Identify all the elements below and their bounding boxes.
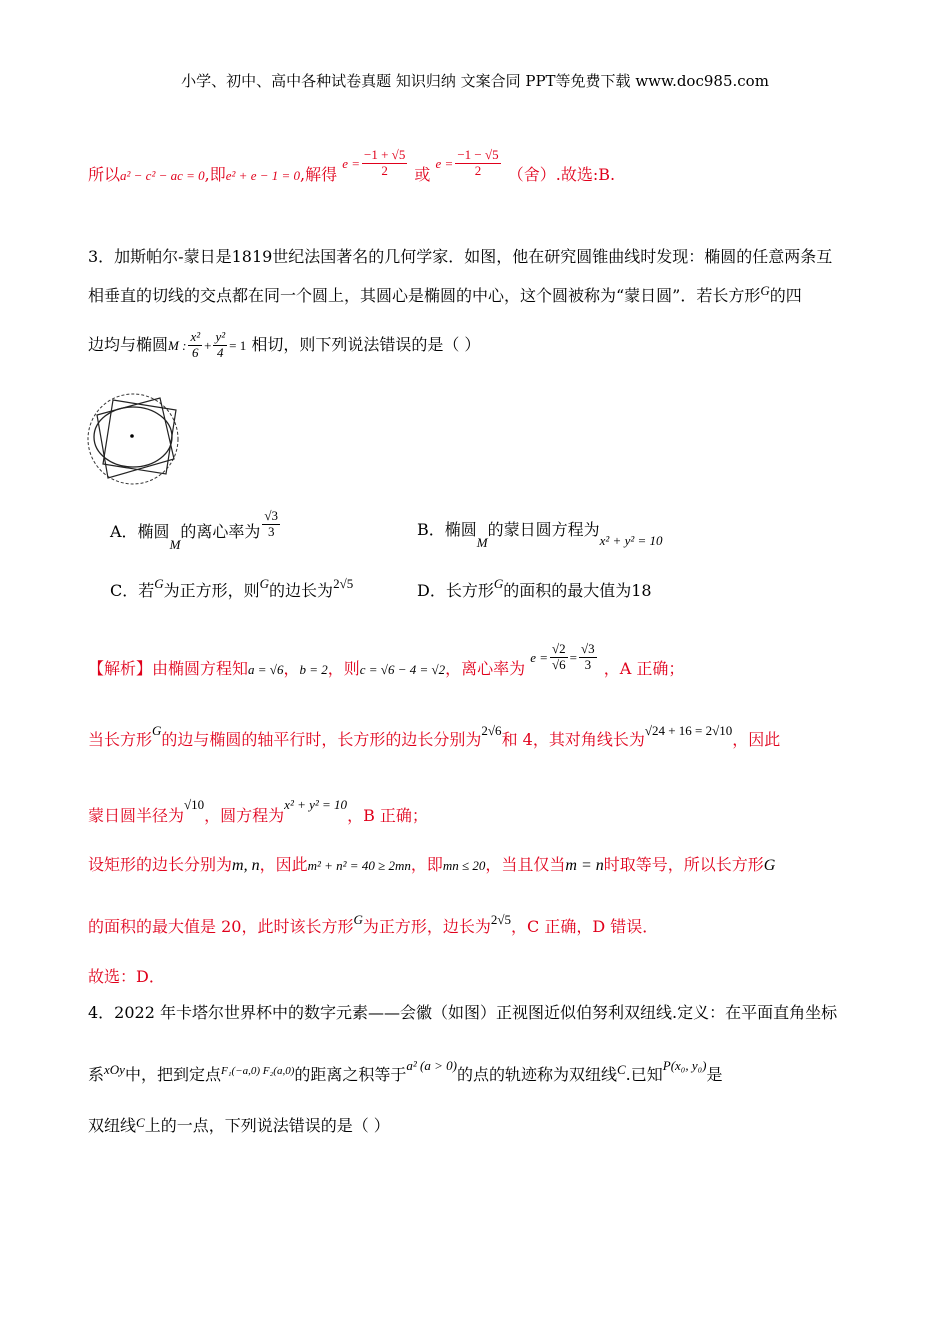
symbol: G xyxy=(353,912,363,927)
equals: = xyxy=(569,649,578,665)
fraction xyxy=(262,509,280,540)
equation: m = n xyxy=(565,857,604,874)
text: 为正方形，则 xyxy=(163,581,260,600)
text: D．长方形 xyxy=(417,581,494,600)
text: 蒙日圆半径为 xyxy=(88,806,185,825)
plus: + xyxy=(204,337,212,353)
text: 边均与椭圆 xyxy=(88,334,169,354)
numerator: √3 xyxy=(264,508,279,523)
text: 时取等号，所以长方形 xyxy=(603,855,764,874)
monge-circle-figure xyxy=(86,392,182,486)
equation: mn ≤ 20 xyxy=(442,858,486,873)
text: ， xyxy=(283,658,300,678)
denominator: 6 xyxy=(192,344,199,360)
equation: P(x₀, y₀) xyxy=(662,1058,707,1073)
numerator: x² xyxy=(190,329,201,344)
denominator: 3 xyxy=(584,656,592,672)
text: 或 xyxy=(414,164,431,184)
text: 当长方形 xyxy=(88,730,153,749)
equation: e = xyxy=(530,649,549,665)
text: 设矩形的边长分别为 xyxy=(88,855,233,874)
fraction xyxy=(188,330,202,361)
symbol: C xyxy=(136,1115,145,1130)
q4-line2 xyxy=(88,1058,723,1085)
text: 相垂直的切线的交点都在同一个圆上，其圆心是椭圆的中心，这个圆被称为“蒙日圆”．若长方形 xyxy=(88,286,761,305)
page-header: 小学、初中、高中各种试卷真题 知识归纳 文案合同 PPT等免费下载 www.doc985.com xyxy=(181,72,769,90)
value: 2√6 xyxy=(481,723,502,738)
equation: m, n xyxy=(232,857,260,874)
text: 相切，则下列说法错误的是（ ） xyxy=(251,334,481,354)
text: 双纽线 xyxy=(88,1116,137,1135)
denominator: 2 xyxy=(381,162,388,178)
text: ，离心率为 xyxy=(445,658,526,678)
text: ，因此 xyxy=(732,730,781,749)
option-d xyxy=(417,578,652,601)
text: 的边与椭圆的轴平行时，长方形的边长分别为 xyxy=(161,730,482,749)
analysis-line6: 故选：D． xyxy=(88,967,165,986)
analysis-line5 xyxy=(88,914,658,937)
numerator: −1 + √5 xyxy=(364,147,406,162)
text: 为正方形，边长为 xyxy=(362,917,491,936)
option-a xyxy=(110,508,282,552)
text: ，B 正确； xyxy=(347,806,428,825)
text: ,即 xyxy=(204,164,226,184)
numerator: √3 xyxy=(581,641,595,656)
fraction xyxy=(579,642,597,673)
top-solution-line xyxy=(88,147,616,191)
q3-line1: 3．加斯帕尔-蒙日是1819世纪法国著名的几何学家．如图，他在研究圆锥曲线时发现：椭圆的任意两条互 xyxy=(88,247,833,266)
symbol: M : xyxy=(168,337,187,353)
denominator: 3 xyxy=(267,523,275,539)
symbol: M xyxy=(169,536,181,552)
text: ,解得 xyxy=(300,164,338,184)
text: ，即 xyxy=(410,855,443,874)
fraction xyxy=(550,642,568,673)
denominator: 2 xyxy=(474,162,482,178)
text: （舍）.故选:B. xyxy=(507,164,616,184)
text: 是 xyxy=(706,1065,723,1084)
equation: x² + y² = 10 xyxy=(599,533,663,548)
text: 由椭圆方程知 xyxy=(152,658,249,678)
text: 系 xyxy=(88,1065,105,1084)
numerator: √2 xyxy=(552,641,566,656)
numerator: y² xyxy=(215,329,226,344)
symbol: xOy xyxy=(104,1062,125,1077)
text: 的面积的最大值为18 xyxy=(503,581,652,600)
text: 上的一点，下列说法错误的是（ ） xyxy=(144,1116,390,1135)
text: .已知 xyxy=(625,1065,663,1084)
equals: = 1 xyxy=(229,337,247,353)
equation: a² − c² − ac = 0 xyxy=(120,167,205,183)
equation: b = 2 xyxy=(299,661,328,677)
symbol: G xyxy=(154,576,164,591)
option-b xyxy=(417,517,663,550)
fraction xyxy=(455,148,500,179)
analysis-line3 xyxy=(88,797,428,826)
tag: 【解析】 xyxy=(88,658,153,678)
symbol: G xyxy=(152,723,162,738)
text: 的点的轨迹称为双纽线 xyxy=(456,1065,617,1084)
equation: a² (a > 0) xyxy=(406,1058,457,1073)
symbol: G xyxy=(760,283,770,298)
value: 2√5 xyxy=(333,576,354,591)
equation: e² + e − 1 = 0 xyxy=(225,167,301,183)
text: 的距离之积等于 xyxy=(294,1065,407,1084)
analysis-line4 xyxy=(88,852,775,875)
value: √24 + 16 = 2√10 xyxy=(644,723,733,738)
text: C．若 xyxy=(110,581,155,600)
analysis-line1 xyxy=(88,641,685,685)
text: 的面积的最大值是 20，此时该长方形 xyxy=(88,917,354,936)
text: ，则 xyxy=(327,658,360,678)
text: 和 4，其对角线长为 xyxy=(501,730,645,749)
text: 的蒙日圆方程为 xyxy=(487,520,600,539)
equation: F₁(−a,0) F₂(a,0) xyxy=(220,1065,295,1077)
equation: e = xyxy=(435,155,454,171)
equation: m² + n² = 40 ≥ 2mn xyxy=(307,858,411,873)
symbol: G xyxy=(763,857,776,874)
value: 2√5 xyxy=(490,912,511,927)
center-point xyxy=(130,434,134,438)
option-c xyxy=(110,578,353,601)
text: ，A 正确； xyxy=(603,658,685,678)
equation: c = √6 − 4 = √2 xyxy=(359,661,446,677)
symbol: G xyxy=(493,576,504,591)
symbol: M xyxy=(476,535,488,550)
fraction xyxy=(362,148,407,179)
text: 的边长为 xyxy=(269,581,334,600)
text: 所以 xyxy=(88,164,121,184)
analysis-line2 xyxy=(88,723,781,750)
text: A．椭圆 xyxy=(110,521,170,541)
text: ，当且仅当 xyxy=(485,855,566,874)
denominator: √6 xyxy=(552,656,566,672)
tangent-rectangle xyxy=(97,398,174,478)
numerator: −1 − √5 xyxy=(457,147,499,162)
q4-line1: 4．2022 年卡塔尔世界杯中的数字元素——会徽（如图）正视图近似伯努利双纽线.定义：在平面直角坐标 xyxy=(88,1003,838,1022)
fraction xyxy=(213,330,227,361)
text: ，圆方程为 xyxy=(204,806,285,825)
symbol: G xyxy=(259,576,270,591)
denominator: 4 xyxy=(217,344,224,360)
equation: x² + y² = 10 xyxy=(284,797,348,812)
text: 的离心率为 xyxy=(180,521,261,541)
text: ，C 正确，D 错误． xyxy=(511,917,659,936)
q3-line3 xyxy=(88,330,480,361)
equation: e = xyxy=(342,155,361,171)
q4-line3 xyxy=(88,1113,390,1136)
symbol: C xyxy=(617,1062,626,1077)
q3-line2 xyxy=(88,283,802,306)
text: B．椭圆 xyxy=(417,520,477,539)
text: 的四 xyxy=(769,286,802,305)
text: ，因此 xyxy=(259,855,308,874)
text: 中，把到定点 xyxy=(124,1065,221,1084)
value: √10 xyxy=(184,797,205,812)
equation: a = √6 xyxy=(248,661,284,677)
